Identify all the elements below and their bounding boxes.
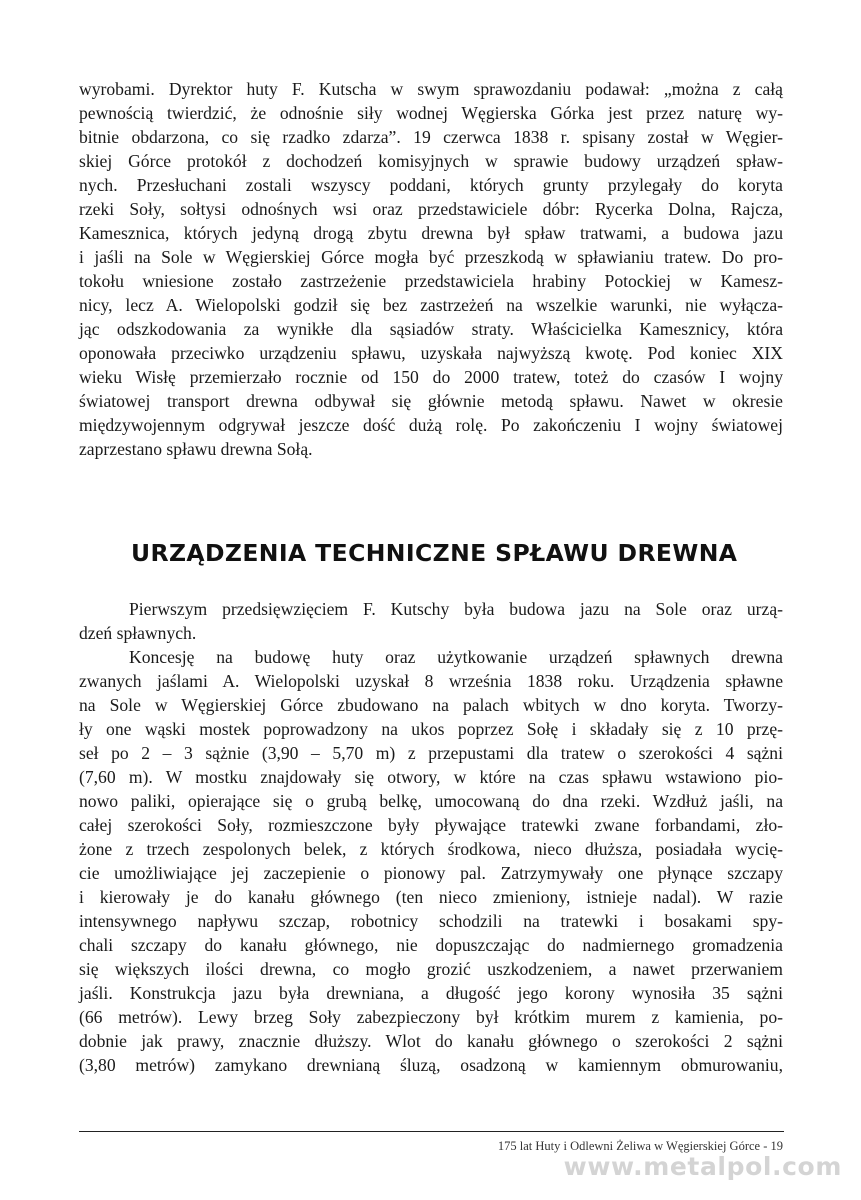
section-heading: URZĄDZENIA TECHNICZNE SPŁAWU DREWNA [131,539,738,567]
paragraph-3-line-16: (66 metrów). Lewy brzeg Soły zabezpieczony był krótkim murem z kamienia, po- [79,1007,783,1027]
paragraph-top-line-16: zaprzestano spławu drewna Sołą. [79,439,313,459]
paragraph-3-line-17: dobnie jak prawy, znacznie dłuższy. Wlot do kanału głównego o szerokości 2 sążni [79,1031,783,1051]
running-footer: 175 lat Huty i Odlewni Żeliwa w Węgierskiej Górce - 19 [497,1139,783,1153]
paragraph-top-line-12: oponowała przeciwko urządzeniu spławu, uzyskała najwyższą kwotę. Pod koniec XIX [79,343,783,363]
paragraph-top-line-14: światowej transport drewna odbywał się głównie metodą spławu. Nawet w okresie [79,391,783,411]
paragraph-top-line-13: wieku Wisłę przemierzało rocznie od 150 do 2000 tratew, toteż do czasów I wojny [79,367,783,387]
paragraph-3-line-8: całej szerokości Soły, rozmieszczone były pływające tratewki zwane forbandami, zło- [79,815,783,835]
paragraph-top-line-15: międzywojennym odgrywał jeszcze dość dużą rolę. Po zakończeniu I wojny światowej [79,415,783,435]
paragraph-3-line-5: seł po 2 – 3 sążnie (3,90 – 5,70 m) z przepustami dla tratew o szerokości 4 sążni [79,743,783,763]
paragraph-3-line-6: (7,60 m). W mostku znajdowały się otwory, w które na czas spławu wstawiono pio- [79,767,783,787]
paragraph-top-line-5: nych. Przesłuchani zostali wszyscy poddani, których grunty przylegały do koryta [79,175,783,195]
paragraph-3-line-4: ły one wąski mostek poprowadzony na ukos poprzez Sołę i składały się z 10 przę- [79,719,783,739]
paragraph-top-line-6: rzeki Soły, sołtysi odnośnych wsi oraz przedstawiciele dóbr: Rycerka Dolna, Rajcza, [79,199,783,219]
paragraph-top-line-1: wyrobami. Dyrektor huty F. Kutscha w swym sprawozdaniu podawał: „można z całą [79,79,783,99]
paragraph-3-line-15: jaśli. Konstrukcja jazu była drewniana, a długość jego korony wynosiła 35 sążni [79,983,783,1003]
paragraph-top-line-2: pewnością twierdzić, że odnośnie siły wodnej Węgierska Górka jest przez naturę wy- [79,103,783,123]
paragraph-top-line-7: Kamesznica, których jedyną drogą zbytu drewna był spław tratwami, a budowa jazu [79,223,783,243]
paragraph-3-line-12: intensywnego napływu szczap, robotnicy schodzili na tratewki i bosakami spy- [79,911,783,931]
paragraph-3-line-18: (3,80 metrów) zamykano drewnianą śluzą, osadzoną w kamiennym obmurowaniu, [79,1055,783,1075]
paragraph-3-line-13: chali szczapy do kanału głównego, nie dopuszczając do nadmiernego gromadzenia [79,935,783,955]
paragraph-top-line-9: tokołu wniesione zostało zastrzeżenie przedstawiciela hrabiny Potockiej w Kamesz- [79,271,783,291]
paragraph-3-line-11: i kierowały je do kanału głównego (ten nieco zmieniony, istnieje nadal). W razie [79,887,783,907]
watermark: www.metalpol.com [563,1152,842,1181]
paragraph-2-line-1: Pierwszym przedsięwzięciem F. Kutschy była budowa jazu na Sole oraz urzą- [129,599,783,619]
paragraph-3-line-14: się większych ilości drewna, co mogło grozić uszkodzeniem, a nawet przerwaniem [79,959,783,979]
paragraph-top-line-10: nicy, lecz A. Wielopolski godził się bez zastrzeżeń na wszelkie warunki, nie wyłącza- [79,295,783,315]
paragraph-3-line-10: cie umożliwiające jej zaczepienie o pionowy pal. Zatrzymywały one płynące szczapy [79,863,783,883]
paragraph-3-line-3: na Sole w Węgierskiej Górce zbudowano na palach wbitych w dno koryta. Tworzy- [79,695,783,715]
paragraph-top-line-8: i jaśli na Sole w Węgierskiej Górce mogła być przeszkodą w spławianiu tratew. Do pro- [79,247,783,267]
paragraph-top-line-3: bitnie obdarzona, co się rzadko zdarza”. 19 czerwca 1838 r. spisany został w Węgier- [79,127,783,147]
paragraph-3-line-9: żone z trzech zespolonych belek, z których środkowa, nieco dłuższa, posiadała wycię- [79,839,783,859]
paragraph-3-line-7: nowo paliki, opierające się o grubą belkę, umocowaną do dna rzeki. Wzdłuż jaśli, na [79,791,783,811]
paragraph-top-line-11: jąc odszkodowania za wynikłe dla sąsiadów straty. Właścicielka Kamesznicy, która [79,319,783,339]
paragraph-top-line-4: skiej Górce protokół z dochodzeń komisyjnych w sprawie budowy urządzeń spław- [79,151,783,171]
paragraph-2-line-2: dzeń spławnych. [79,623,197,643]
paragraph-3-line-1: Koncesję na budowę huty oraz użytkowanie urządzeń spławnych drewna [129,647,783,667]
paragraph-3-line-2: zwanych jaślami A. Wielopolski uzyskał 8 września 1838 roku. Urządzenia spławne [79,671,783,691]
footer-rule [79,1131,784,1132]
